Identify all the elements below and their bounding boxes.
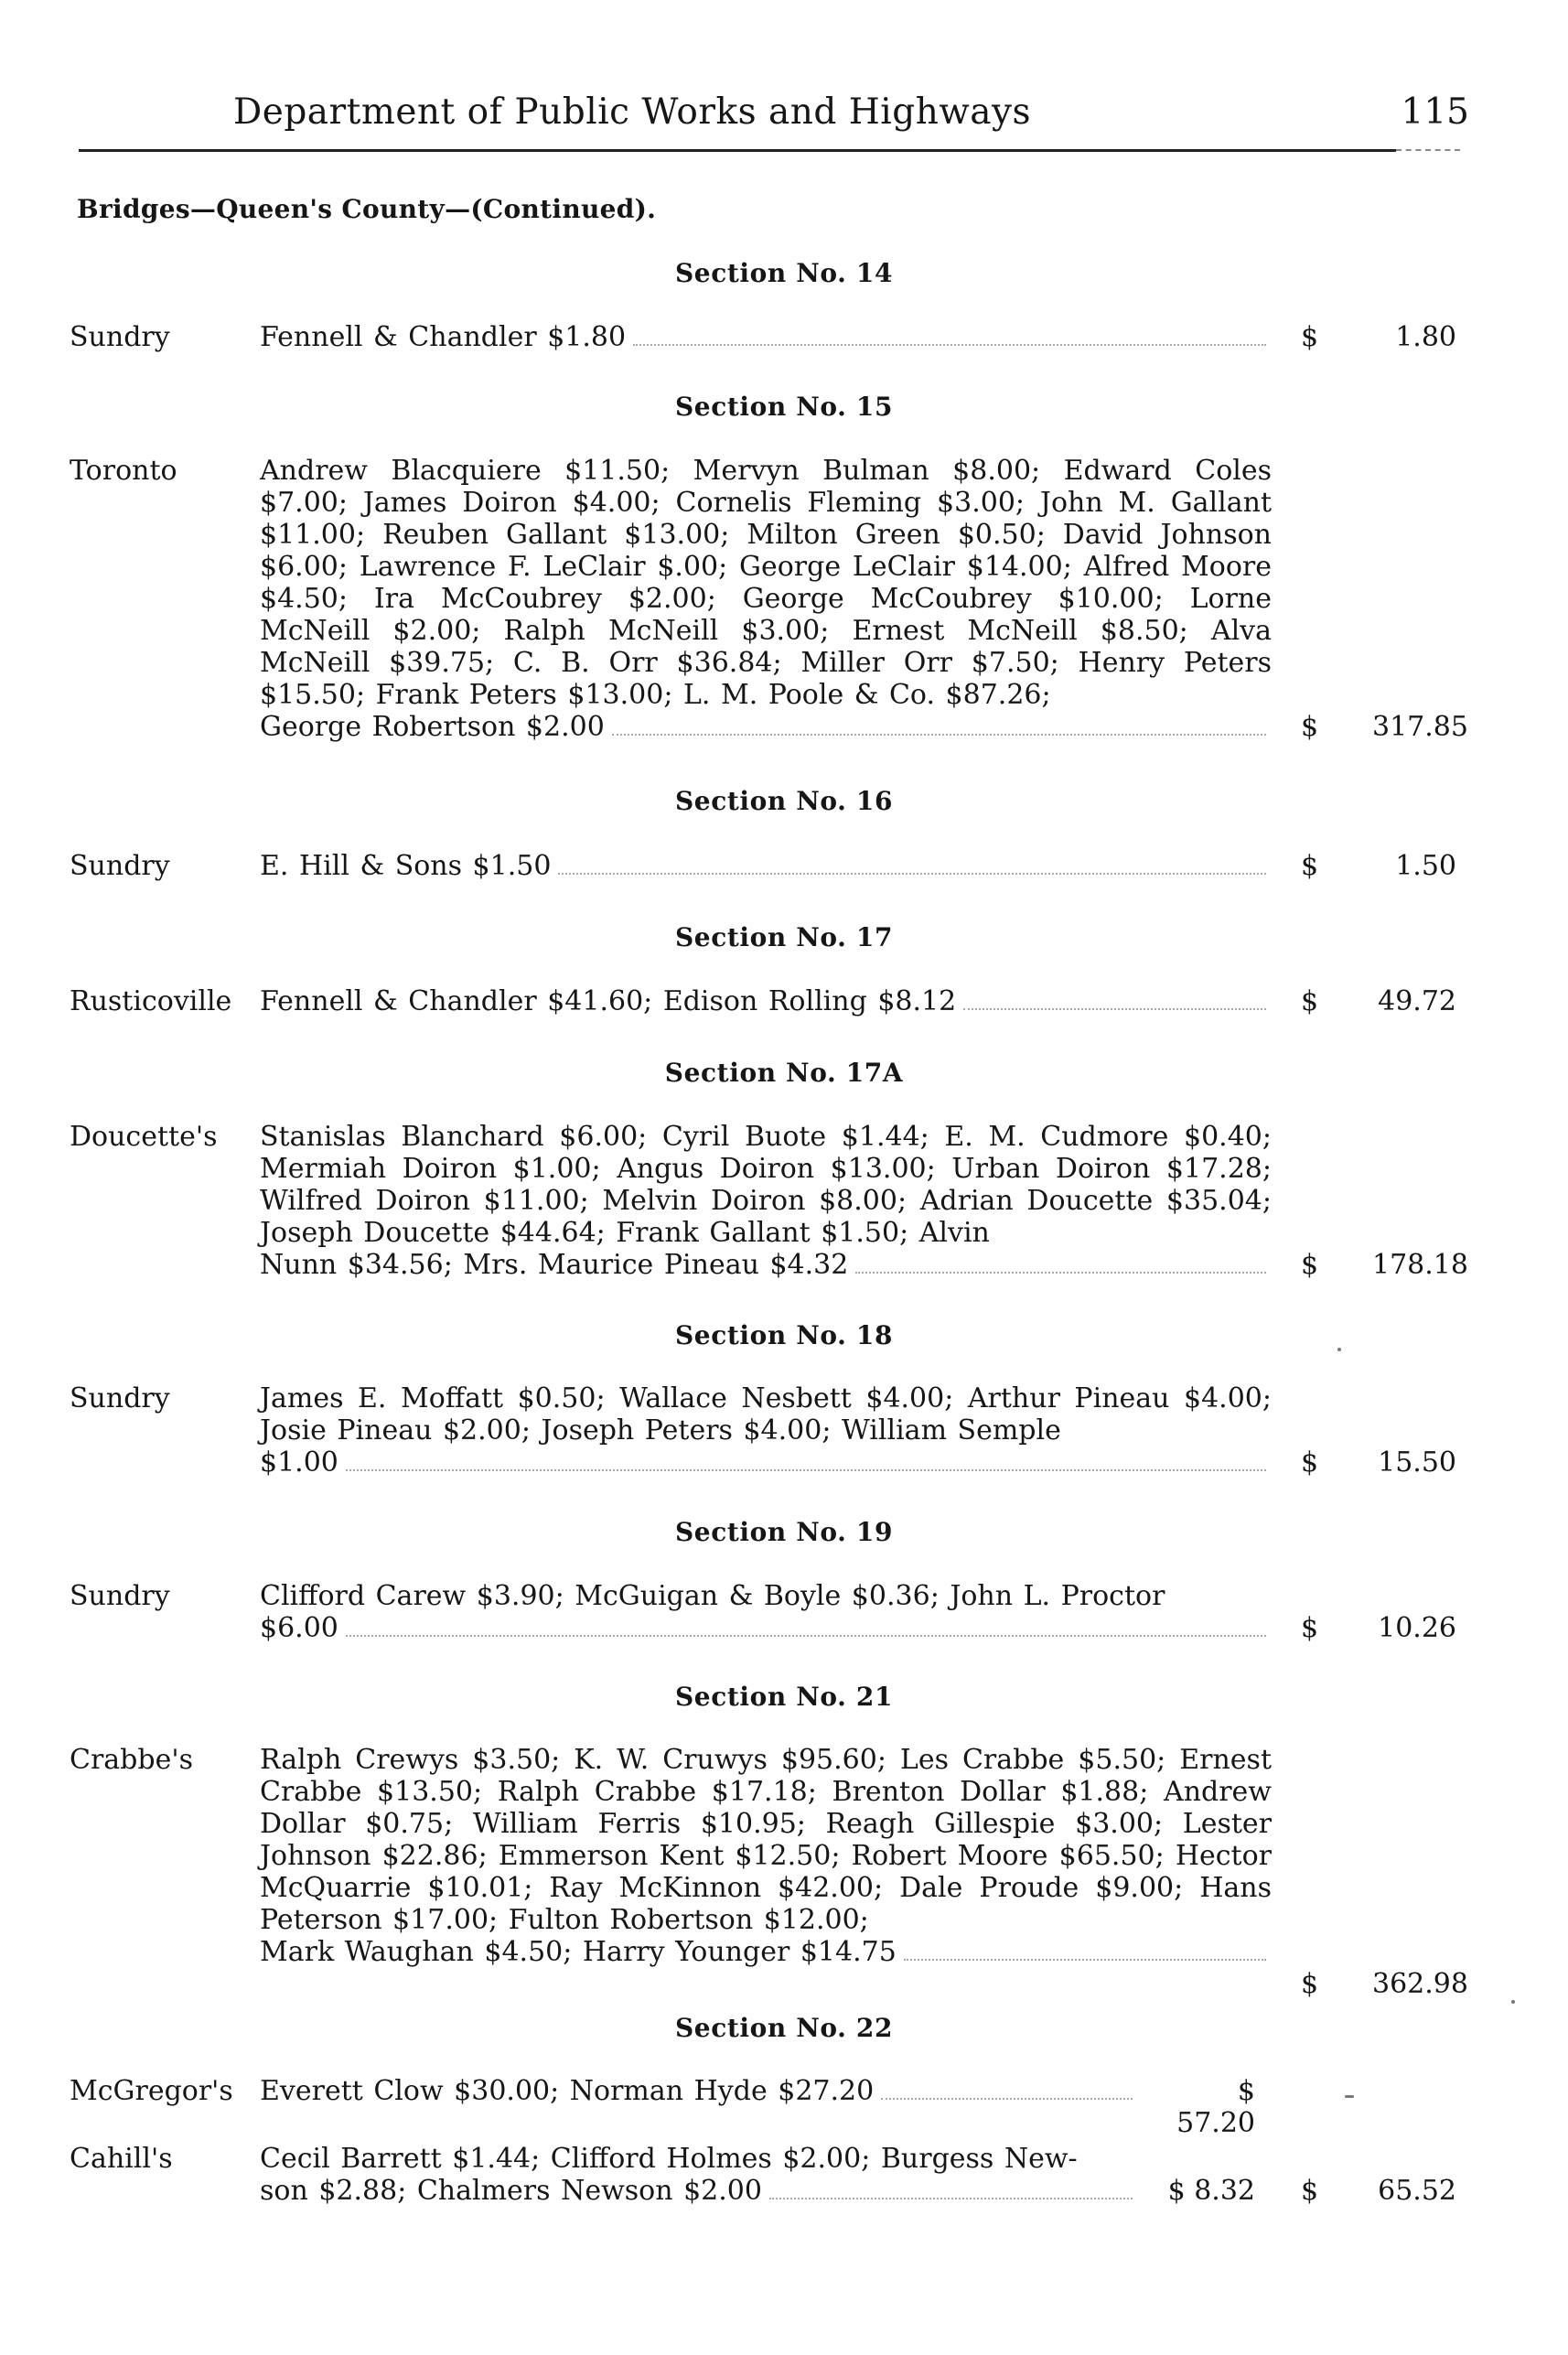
entry-dollar: $ xyxy=(1301,850,1319,882)
entry-last-line xyxy=(260,1612,1272,1644)
bridges-heading: Bridges—Queen's County—(Continued). xyxy=(77,194,657,224)
entry-last-text: $6.00 xyxy=(260,1612,338,1644)
entry-amount: 362.98 xyxy=(1372,1968,1468,2000)
section-title: Section No. 15 xyxy=(674,392,894,422)
print-speck xyxy=(1511,2000,1515,2004)
section-title: Section No. 16 xyxy=(674,786,894,816)
entry-names xyxy=(260,850,1272,882)
dot-leader xyxy=(904,1958,1266,1961)
entry-last-line xyxy=(260,1249,1272,1281)
entry-body: Clifford Carew $3.90; McGuigan & Boyle $0.36; John L. Proctor xyxy=(260,1580,1165,1612)
entry-amount: 178.18 xyxy=(1372,1249,1468,1281)
entry-place: Toronto xyxy=(70,455,177,487)
entry-names xyxy=(260,1744,1272,1968)
entry-last-text: George Robertson $2.00 xyxy=(260,711,605,743)
entry-names xyxy=(260,1121,1272,1281)
entry-amount: 1.80 xyxy=(1395,321,1456,353)
page-header xyxy=(79,88,1469,152)
section-title: Section No. 17 xyxy=(674,922,894,952)
entry-names xyxy=(260,2143,1138,2207)
entry-dollar: $ xyxy=(1301,2175,1319,2207)
entry-place: Doucette's xyxy=(70,1121,218,1153)
entry-last-text: Fennell & Chandler $41.60; Edison Rolling $8.12 xyxy=(260,985,957,1017)
entry-last-line xyxy=(260,2175,1138,2207)
entry-last-text: Everett Clow $30.00; Norman Hyde $27.20 xyxy=(260,2075,875,2107)
entry-last-line xyxy=(260,1446,1272,1479)
entry-dollar: $ xyxy=(1301,1612,1319,1644)
dot-leader xyxy=(855,1271,1266,1274)
print-speck xyxy=(1345,2095,1354,2098)
entry-amount: 15.50 xyxy=(1378,1446,1456,1479)
entry-place: Sundry xyxy=(70,1382,170,1414)
section-title: Section No. 19 xyxy=(674,1517,894,1547)
entry-last-text: Nunn $34.56; Mrs. Maurice Pineau $4.32 xyxy=(260,1249,849,1281)
entry-place: McGregor's xyxy=(70,2075,233,2107)
entry-dollar: $ xyxy=(1301,321,1319,353)
entry-last-text: $1.00 xyxy=(260,1446,338,1479)
entry-place: Sundry xyxy=(70,850,170,882)
entry-names xyxy=(260,1382,1272,1479)
dot-leader xyxy=(963,1007,1266,1010)
entry-dollar: $ xyxy=(1301,1968,1319,2000)
entry-amount: 65.52 xyxy=(1378,2175,1456,2207)
header-rule xyxy=(79,149,1396,152)
entry-last-text: Mark Waughan $4.50; Harry Younger $14.75 xyxy=(260,1936,897,1968)
entry-names xyxy=(260,1580,1272,1644)
dot-leader xyxy=(346,1468,1266,1471)
entry-place: Sundry xyxy=(70,321,170,353)
entry-place: Crabbe's xyxy=(70,1744,193,1776)
dot-leader xyxy=(881,2097,1133,2100)
section-title: Section No. 14 xyxy=(674,258,894,288)
entry-names xyxy=(260,321,1272,353)
entry-names xyxy=(260,985,1272,1017)
dot-leader xyxy=(633,343,1266,346)
entry-amount: 317.85 xyxy=(1372,711,1468,743)
section-title: Section No. 18 xyxy=(674,1320,894,1350)
entry-last-text: Fennell & Chandler $1.80 xyxy=(260,321,627,353)
header-rule-tail xyxy=(1396,149,1460,153)
entry-body: Ralph Crewys $3.50; K. W. Cruwys $95.60; Les Crabbe $5.50; Ernest Crabbe $13.50; Ralph Crabbe $17.18; Brenton Dollar $1.88; Andrew Dollar $0.75; William Ferris $10.95; Reagh Gillespie $3.00; Lester Johnson $22.86; Emmerson Kent $12.50; Robert Moore $65.50; Hector McQuarrie $10.01; Ray McKinnon $42.00; Dale Proude $9.00; Hans Peterson $17.00; Fulton Robertson $12.00; xyxy=(260,1744,1272,1936)
section-title: Section No. 21 xyxy=(674,1682,894,1712)
entry-dollar: $ xyxy=(1301,985,1319,1017)
entry-place: Sundry xyxy=(70,1580,170,1612)
entry-body: Stanislas Blanchard $6.00; Cyril Buote $1.44; E. M. Cudmore $0.40; Mermiah Doiron $1.00; Angus Doiron $13.00; Urban Doiron $17.28; Wilfred Doiron $11.00; Melvin Doiron $8.00; Adrian Doucette $35.04; Joseph Doucette $44.64; Frank Gallant $1.50; Alvin xyxy=(260,1121,1272,1249)
entry-body: Andrew Blacquiere $11.50; Mervyn Bulman $8.00; Edward Coles $7.00; James Doiron $4.00; Cornelis Fleming $3.00; John M. Gallant $11.00; Reuben Gallant $13.00; Milton Green $0.50; David Johnson $6.00; Lawrence F. LeClair $.00; George LeClair $14.00; Alfred Moore $4.50; Ira McCoubrey $2.00; George McCoubrey $10.00; Lorne McNeill $2.00; Ralph McNeill $3.00; Ernest McNeill $8.50; Alva McNeill $39.75; C. B. Orr $36.84; Miller Orr $7.50; Henry Peters $15.50; Frank Peters $13.00; L. M. Poole & Co. $87.26; xyxy=(260,455,1272,711)
entry-body: Cecil Barrett $1.44; Clifford Holmes $2.00; Burgess New- xyxy=(260,2143,1078,2175)
entry-place: Rusticoville xyxy=(70,985,232,1017)
entry-subtotal: $ 57.20 xyxy=(1176,2075,1255,2139)
entry-amount: 49.72 xyxy=(1378,985,1456,1017)
entry-names xyxy=(260,455,1272,743)
entry-dollar: $ xyxy=(1301,1446,1319,1479)
entry-last-line xyxy=(260,1936,1272,1968)
entry-last-line xyxy=(260,321,1272,353)
entry-subtotal: $ 8.32 xyxy=(1167,2175,1255,2207)
section-title: Section No. 22 xyxy=(674,2013,894,2043)
running-head-title: Department of Public Works and Highways xyxy=(232,91,1032,133)
entry-last-line xyxy=(260,985,1272,1017)
dot-leader xyxy=(769,2197,1133,2199)
page-number: 115 xyxy=(1401,91,1469,133)
entry-dollar: $ xyxy=(1301,1249,1319,1281)
entry-last-line xyxy=(260,711,1272,743)
dot-leader xyxy=(558,872,1266,875)
entry-last-line xyxy=(260,2075,1138,2107)
entry-names xyxy=(260,2075,1138,2107)
print-speck xyxy=(1337,1348,1341,1351)
section-title: Section No. 17A xyxy=(664,1058,904,1088)
dot-leader xyxy=(612,733,1266,736)
entry-amount: 1.50 xyxy=(1395,850,1456,882)
entry-place: Cahill's xyxy=(70,2143,173,2175)
entry-last-line xyxy=(260,850,1272,882)
entry-last-text: E. Hill & Sons $1.50 xyxy=(260,850,552,882)
entry-amount: 10.26 xyxy=(1378,1612,1456,1644)
dot-leader xyxy=(346,1634,1266,1637)
entry-last-text: son $2.88; Chalmers Newson $2.00 xyxy=(260,2175,762,2207)
entry-body: James E. Moffatt $0.50; Wallace Nesbett $4.00; Arthur Pineau $4.00; Josie Pineau $2.00; Joseph Peters $4.00; William Semple xyxy=(260,1382,1272,1446)
entry-dollar: $ xyxy=(1301,711,1319,743)
